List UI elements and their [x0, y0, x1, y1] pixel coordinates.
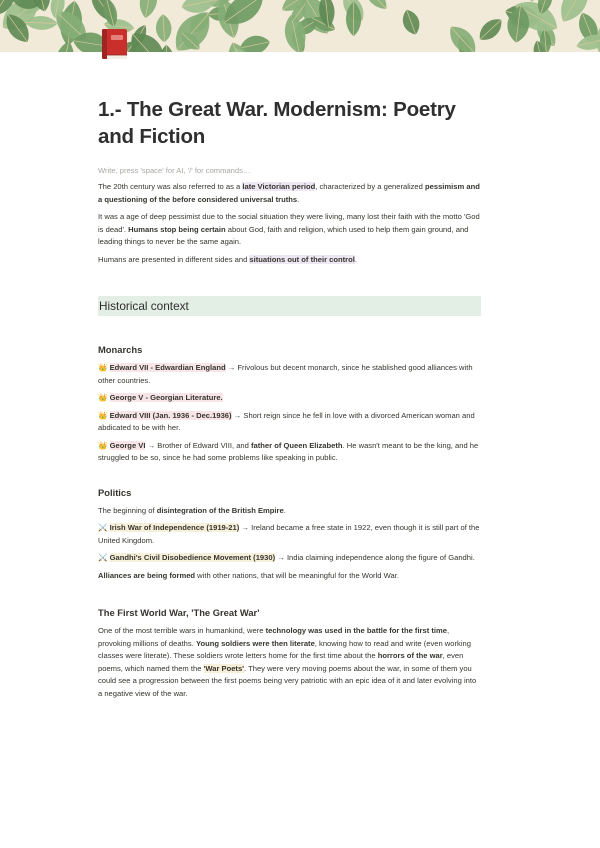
text-run: It was a age of deep pessimist due to the social situation they were living, many lost their faith with the motto 'God is dead'.	[98, 212, 480, 234]
bold-text: horrors of the war	[377, 651, 443, 660]
text-run: , provoking millions of deaths.	[98, 626, 450, 648]
list-item[interactable]	[98, 410, 481, 435]
heading-politics[interactable]: Politics	[98, 486, 132, 498]
list-item[interactable]	[98, 625, 481, 700]
highlighted-text: 'War Poets'	[203, 663, 244, 673]
text-run: , even poems, which named them the	[98, 651, 464, 673]
heading-first-world-war[interactable]: The First World War, 'The Great War'	[98, 607, 260, 618]
leaf-shape	[423, 0, 456, 5]
text-run: . He wasn't meant to be the king, and he struggled to be so, since he had some problems like speaking in public.	[98, 440, 479, 462]
leaf-pattern-cover	[0, 0, 600, 52]
page-title[interactable]: 1.- The Great War. Modernism: Poetry and Fiction	[98, 98, 456, 148]
heading-monarchs[interactable]: Monarchs	[98, 344, 143, 355]
bold-text: Alliances are being formed	[98, 570, 196, 580]
text-run: about God, faith and religion, which used to help them gain ground, and leading things to never be the same again.	[98, 224, 469, 246]
highlighted-text: Edward VIII (Jan. 1936 - Dec.1936)	[109, 410, 232, 420]
red-book-icon[interactable]	[98, 26, 132, 62]
list-item[interactable]	[98, 362, 481, 387]
text-run: .	[354, 254, 357, 264]
page-content	[98, 96, 481, 700]
text-run: → Short reign since he fell in love with a divorced American woman and abdicated to be with her.	[98, 410, 475, 432]
editor-placeholder[interactable]: Write, press 'space' for AI, '/' for commands…	[98, 166, 251, 175]
text-run: ⚔️	[98, 553, 110, 562]
text-run: The beginning of	[98, 505, 157, 515]
leaf-shape	[360, 0, 391, 13]
text-run: → Frivolous but decent monarch, since he stablished good alliances with other countries.	[98, 363, 473, 385]
list-item[interactable]	[98, 570, 481, 583]
text-run: Humans are presented in different sides and	[98, 254, 250, 264]
text-run: with other nations, that will be meaningful for the World War.	[195, 570, 399, 580]
heading-historical-context[interactable]: Historical context	[98, 296, 481, 316]
bold-text: pessimism and a questioning of the before considered universal truths	[98, 182, 480, 204]
list-item[interactable]	[98, 440, 481, 465]
text-run: One of the most terrible wars in humankind, were	[98, 626, 266, 635]
monarchs-list	[98, 362, 481, 465]
text-run: 👑	[98, 363, 110, 372]
highlighted-text: George VI	[109, 440, 146, 450]
text-run: 👑	[98, 440, 110, 450]
text-run: .	[283, 505, 286, 515]
bold-text: disintegration of the British Empire	[156, 505, 284, 515]
highlighted-text: Irish War of Independence (1919-21)	[109, 523, 240, 532]
text-run: . They were very moving poems about the war, in some of them you could see a progression between the first poems being very patriotic with an epic idea of it and later evolving into a negative view of the war.	[98, 663, 477, 698]
intro-paragraph-2[interactable]	[98, 211, 481, 249]
text-run: → Ireland became a free state in 1922, even though it is still part of the United Kingdom.	[98, 523, 480, 545]
text-run: , knowing how to read and write (even working classes were literate). These soldiers wrote letters home for the first time about the	[98, 638, 471, 660]
highlighted-text: late Victorian period	[242, 182, 316, 191]
list-item[interactable]	[98, 552, 481, 565]
bold-text: Young soldiers were then literate	[195, 638, 315, 648]
politics-list	[98, 505, 481, 583]
intro-paragraph-1[interactable]	[98, 181, 481, 206]
bold-text: technology was used in the battle for the first time	[265, 626, 447, 635]
text-run: .	[297, 194, 300, 204]
text-run: , characterized by a generalized	[315, 182, 425, 191]
bold-text: father of Queen Elizabeth	[250, 440, 343, 450]
text-run: → Brother of Edward VIII, and	[145, 440, 251, 450]
highlighted-text: Edward VII - Edwardian England	[109, 363, 226, 372]
text-run: 👑	[98, 393, 110, 402]
bold-text: Humans stop being certain	[128, 224, 226, 234]
text-run: ⚔️	[98, 523, 110, 532]
text-run: 👑	[98, 410, 110, 420]
highlighted-text: George V - Georgian Literature.	[109, 393, 223, 402]
list-item[interactable]	[98, 505, 481, 518]
leaf-shape	[137, 0, 160, 20]
highlighted-text: Gandhi's Civil Disobedience Movement (1930)	[109, 553, 276, 562]
highlighted-text: situations out of their control	[249, 254, 355, 264]
text-run: The 20th century was also referred to as a	[98, 182, 243, 191]
cover-image[interactable]	[0, 0, 600, 52]
great-war-list	[98, 625, 481, 700]
leaf-shape	[444, 21, 482, 52]
intro-paragraph-3[interactable]	[98, 254, 481, 267]
text-run: → India claiming independence along the figure of Gandhi.	[275, 553, 475, 562]
list-item[interactable]	[98, 522, 481, 547]
list-item[interactable]	[98, 392, 481, 405]
